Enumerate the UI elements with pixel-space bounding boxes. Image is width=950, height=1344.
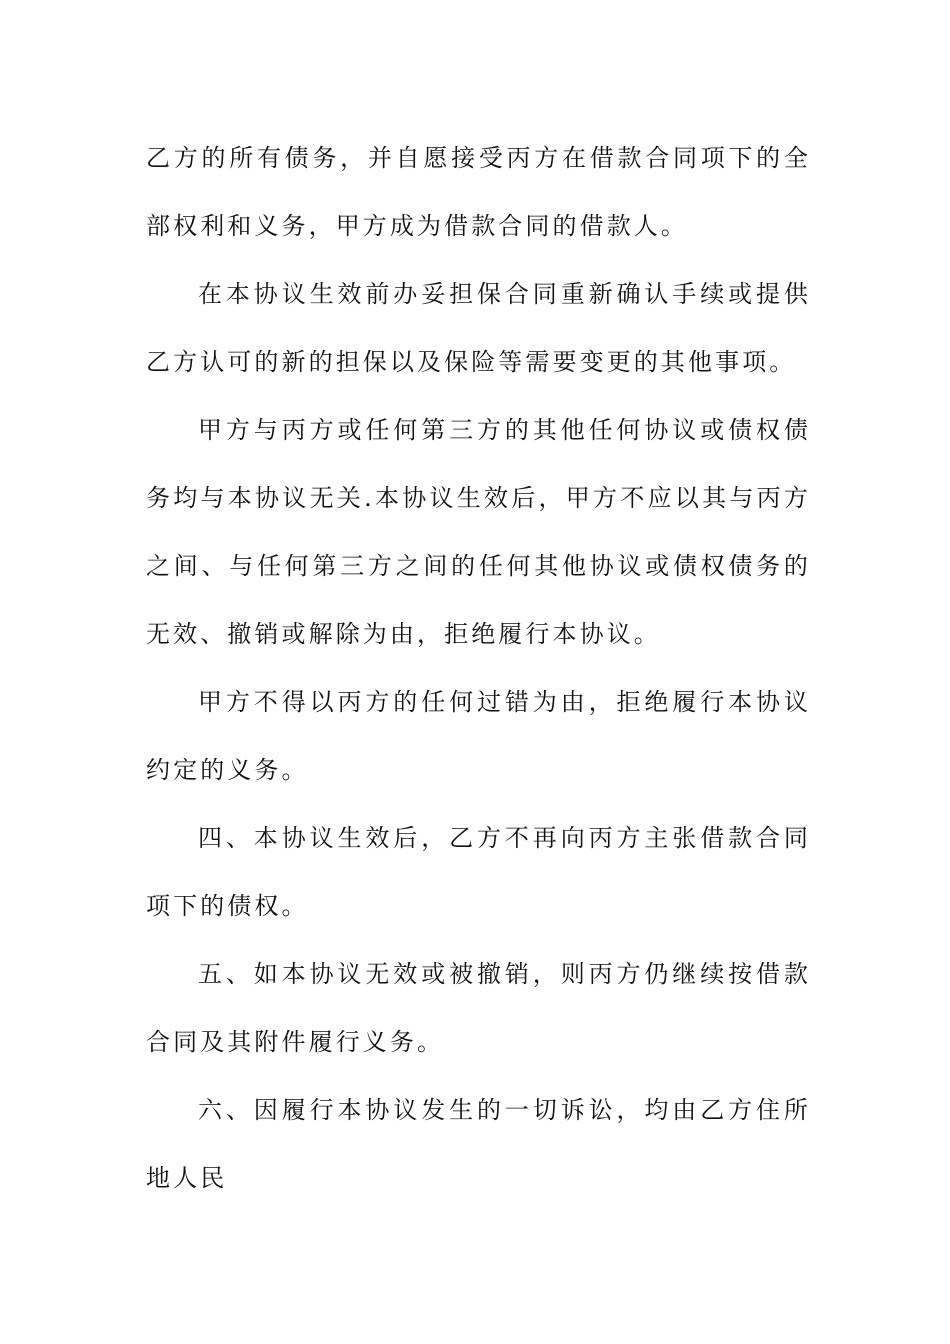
paragraph-1: 乙方的所有债务，并自愿接受丙方在借款合同项下的全部权利和义务，甲方成为借款合同的借款人。 bbox=[146, 144, 811, 240]
document-body bbox=[146, 124, 811, 1212]
paragraph-6: 五、如本协议无效或被撤销，则丙方仍继续按借款合同及其附件履行义务。 bbox=[146, 960, 811, 1056]
paragraph-2: 在本协议生效前办妥担保合同重新确认手续或提供乙方认可的新的担保以及保险等需要变更的其他事项。 bbox=[146, 280, 811, 376]
paragraph-3: 甲方与丙方或任何第三方的其他任何协议或债权债务均与本协议无关.本协议生效后，甲方不应以其与丙方之间、与任何第三方之间的任何其他协议或债权债务的无效、撤销或解除为由，拒绝履行本协议。 bbox=[146, 416, 811, 648]
paragraph-5: 四、本协议生效后，乙方不再向丙方主张借款合同项下的债权。 bbox=[146, 824, 811, 920]
paragraph-4: 甲方不得以丙方的任何过错为由，拒绝履行本协议约定的义务。 bbox=[146, 688, 811, 784]
paragraph-7: 六、因履行本协议发生的一切诉讼，均由乙方住所地人民 bbox=[146, 1096, 811, 1192]
